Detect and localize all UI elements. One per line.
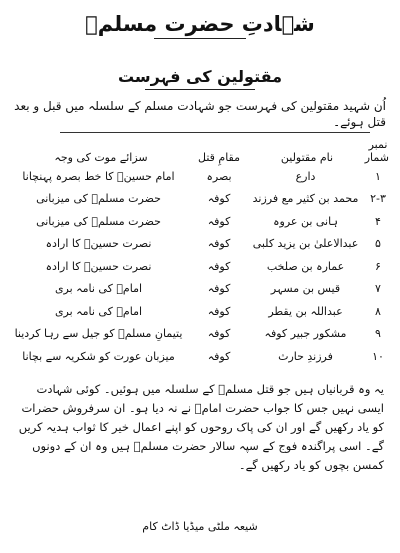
section-subtitle: مقتولین کی فہرست [117, 67, 283, 86]
table-row [12, 210, 390, 233]
row-number: ۹ [375, 327, 381, 341]
table-row [12, 345, 390, 368]
row-cause: حضرت مسلمؑ کی میزبانی [36, 214, 161, 228]
row-number: ۸ [375, 304, 381, 318]
intro-underline [60, 132, 370, 133]
row-cause: امامؑ کی نامہ بری [54, 282, 143, 296]
row-name: ہانی بن عروہ [273, 214, 338, 228]
row-cause: میزبان عورت کو شکریہ سے بچانا [22, 349, 175, 363]
column-header-name: نام مقتولین [280, 151, 334, 164]
row-cause: نصرت حسینؑ کا ارادہ [45, 237, 152, 251]
row-name: قیس بن مسہر [270, 282, 341, 296]
row-cause: نصرت حسینؑ کا ارادہ [45, 259, 152, 273]
row-cause: امام حسینؑ کا خط بصرہ پہنچانا [22, 169, 175, 183]
intro-text: اُن شہید مقتولین کی فہرست جو شہادت مسلم کے سلسلہ میں قبل و بعد قتل ہوئے۔ [14, 99, 386, 129]
page-title: شہادتِ حضرت مسلمؑ [85, 12, 315, 36]
row-name: فرزندِ حارث [278, 349, 333, 363]
row-name: عبداللہ بن یقطر [268, 304, 343, 318]
row-place: کوفہ [207, 214, 231, 228]
casualties-table [12, 137, 390, 368]
column-header-cause: سزائے موت کی وجہ [54, 151, 148, 164]
row-cause: یتیمانِ مسلمؑ کو جیل سے رہا کردینا [14, 327, 183, 341]
table-row [12, 165, 390, 188]
row-number: ۷ [375, 282, 381, 296]
table-row [12, 188, 390, 211]
row-place: کوفہ [207, 192, 231, 206]
row-cause: امامؑ کی نامہ بری [54, 304, 143, 318]
table-row [12, 233, 390, 256]
row-number: ۵ [375, 237, 381, 251]
table-row [12, 323, 390, 346]
signature-line: شیعہ ملٹی میڈیا ڈاٹ کام [142, 520, 258, 533]
row-name: عبدالاعلیٰ بن یزید کلبی [252, 237, 359, 251]
row-place: کوفہ [207, 327, 231, 341]
row-number: ۶ [375, 259, 381, 273]
row-place: کوفہ [207, 282, 231, 296]
subtitle-underline [145, 89, 255, 90]
row-name: مشکور جبیر کوفہ [264, 327, 347, 341]
row-number: ۱۰ [372, 349, 384, 363]
closing-paragraph: یہ وہ قربانیاں ہیں جو قتل مسلمؑ کے سلسلہ میں ہوئیں۔ کوئی شہادت ایسی نہیں جس کا جواب حضرت امامؑ نے نہ دیا ہو۔ ان سرفروش حضرات کو یاد رکھیں گے اور ان کی پاک روحوں کو اپنے اعمال خیر کا ثواب ہدیہ کریں گے۔ اسی پراگندہ فوج کے سپہ سالار حضرت مسلمؑ ہیں وہ ان کے دونوں کمسن بچوں کو یاد رکھیں گے۔ [18, 381, 384, 472]
row-place: کوفہ [207, 237, 231, 251]
row-number: ۴ [375, 214, 381, 228]
title-underline [154, 38, 246, 39]
row-name: محمد بن کثیر مع فرزند [252, 192, 359, 206]
column-header-place: مقامِ قتل [197, 151, 241, 164]
row-name: دارع [295, 169, 316, 183]
row-number: ۲-۳ [370, 192, 386, 206]
table-header-row [12, 137, 390, 165]
row-place: کوفہ [207, 349, 231, 363]
row-place: کوفہ [207, 259, 231, 273]
row-number: ۱ [375, 169, 381, 183]
table-row [12, 278, 390, 301]
row-cause: حضرت مسلمؑ کی میزبانی [36, 192, 161, 206]
table-row [12, 300, 390, 323]
column-header-number: نمبر شمار [364, 138, 389, 164]
row-place: بصرہ [206, 169, 232, 183]
table-row [12, 255, 390, 278]
row-place: کوفہ [207, 304, 231, 318]
row-name: عمارہ بن صلخب [266, 259, 345, 273]
